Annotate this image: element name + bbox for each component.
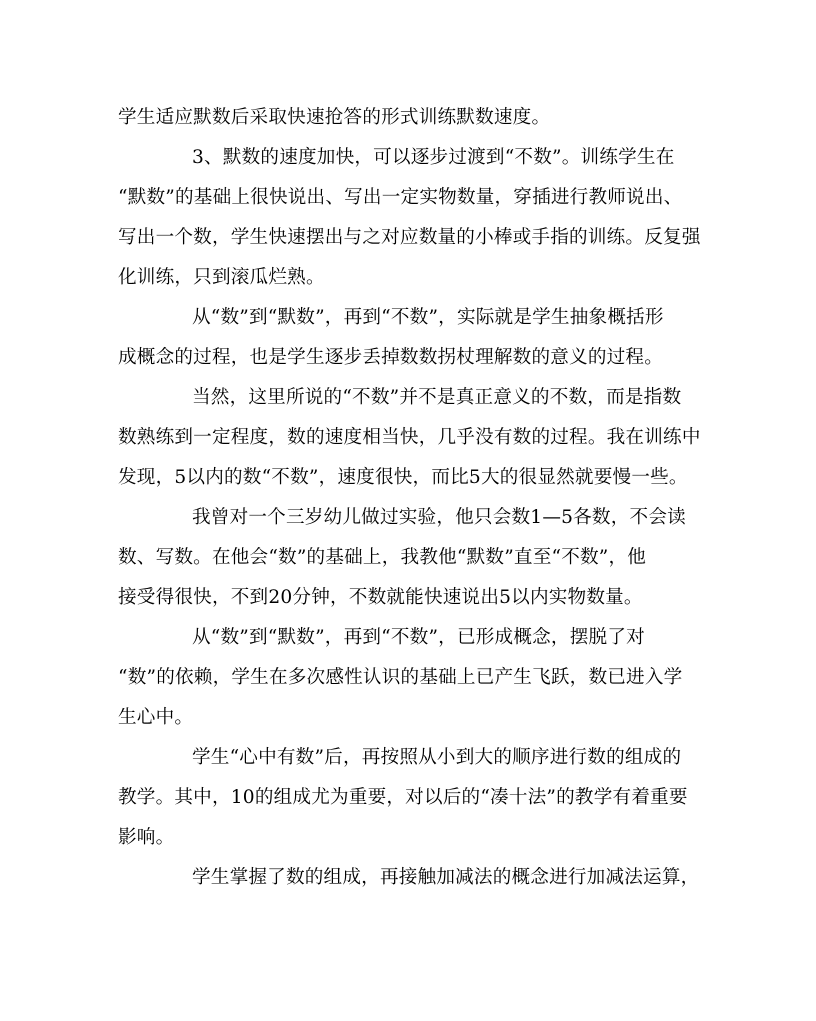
text-line: 成概念的过程，也是学生逐步丢掉数数拐杖理解数的意义的过程。 xyxy=(118,347,664,368)
text-line: 写出一个数，学生快速摆出与之对应数量的小棒或手指的训练。反复强 xyxy=(118,227,701,248)
text-line: 数、写数。在他会“数”的基础上，我教他“默数”直至“不数”，他 xyxy=(118,547,647,568)
paragraph-start: 3、默数的速度加快，可以逐步过渡到“不数”。训练学生在 xyxy=(192,147,675,168)
paragraph-start: 学生“心中有数”后，再按照从小到大的顺序进行数的组成的 xyxy=(192,747,682,768)
text-line: 发现，5以内的数“不数”，速度很快，而比5大的很显然就要慢一些。 xyxy=(118,467,688,488)
text-line: 教学。其中，10的组成尤为重要，对以后的“凑十法”的教学有着重要 xyxy=(118,787,688,808)
text-line: “数”的依赖，学生在多次感性认识的基础上已产生飞跃，数已进入学 xyxy=(118,667,683,688)
text-line: 化训练，只到滚瓜烂熟。 xyxy=(118,267,325,288)
text-line: 学生适应默数后采取快速抢答的形式训练默数速度。 xyxy=(118,107,551,128)
text-line: 影响。 xyxy=(118,827,175,848)
paragraph-start: 从“数”到“默数”，再到“不数”，已形成概念，摆脱了对 xyxy=(192,627,645,648)
text-line: “默数”的基础上很快说出、写出一定实物数量，穿插进行教师说出、 xyxy=(118,187,683,208)
body-text xyxy=(118,98,701,898)
text-line: 生心中。 xyxy=(118,707,194,728)
paragraph-start: 我曾对一个三岁幼儿做过实验，他只会数1—5各数，不会读 xyxy=(192,507,686,528)
text-line: 接受得很快，不到20分钟，不数就能快速说出5以内实物数量。 xyxy=(118,587,643,608)
paragraph-start: 从“数”到“默数”，再到“不数”，实际就是学生抽象概括形 xyxy=(192,307,664,328)
paragraph-start: 当然，这里所说的“不数”并不是真正意义的不数，而是指数 xyxy=(192,387,682,408)
text-line: 数熟练到一定程度，数的速度相当快，几乎没有数的过程。我在训练中 xyxy=(118,427,701,448)
paragraph-start: 学生掌握了数的组成，再接触加减法的概念进行加减法运算， xyxy=(192,867,700,888)
